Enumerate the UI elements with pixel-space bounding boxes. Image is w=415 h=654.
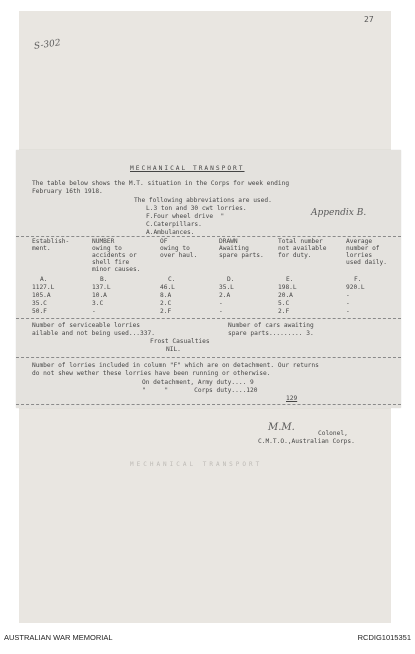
table-cell: 198.L [278, 284, 297, 291]
table-header-col-0-line-0: Establish- [32, 238, 70, 245]
table-cell: 2.F [278, 308, 290, 315]
report-title: MECHANICAL TRANSPORT [130, 165, 245, 172]
table-header-col-3-line-1: Awaiting [219, 245, 249, 252]
abbrev-2: C.Caterpillars. [146, 221, 202, 228]
table-cell: - [346, 308, 350, 315]
table-header-col-3-line-0: DRAWN [219, 238, 238, 245]
table-header-col-2-line-0: OF [160, 238, 168, 245]
table-cell: - [219, 300, 223, 307]
signature: M.M. [268, 422, 295, 433]
cars-awaiting-1: Number of cars awaiting [228, 322, 314, 329]
table-header-col-4-line-0: Total number [278, 238, 323, 245]
note-rule [16, 357, 401, 358]
abbrev-1: F.Four wheel drive " [146, 213, 225, 220]
table-col-letter: A. [40, 276, 48, 283]
table-header-col-2-line-1: owing to [160, 245, 190, 252]
page-number: 27 [364, 15, 374, 24]
table-cell: 920.L [346, 284, 365, 291]
footer-left: AUSTRALIAN WAR MEMORIAL [4, 633, 113, 642]
table-cell: 1127.L [32, 284, 55, 291]
table-header-col-5-line-2: lorries [346, 252, 373, 259]
table-cell: 2.C [160, 300, 172, 307]
table-header-col-1-line-2: accidents or [92, 252, 137, 259]
col-f-note-1: Number of lorries included in column "F" which are on detachment. Our returns [32, 362, 319, 369]
table-cell: 2.F [160, 308, 172, 315]
slip-bottom-rule [16, 404, 401, 405]
appendix-note: Appendix B. [311, 208, 367, 218]
table-col-letter: D. [227, 276, 235, 283]
footer-right: RCDIG1015351 [357, 633, 411, 642]
table-header-col-1-line-1: owing to [92, 245, 122, 252]
table-header-col-3-line-2: spare parts. [219, 252, 264, 259]
table-col-letter: F. [354, 276, 362, 283]
table-header-col-0-line-1: ment. [32, 245, 51, 252]
intro-line-1: The table below shows the M.T. situation in the Corps for week ending [32, 180, 290, 187]
table-header-col-1-line-4: minor causes. [92, 266, 141, 273]
table-bottom-rule [16, 318, 401, 319]
table-header-col-2-line-2: over haul. [160, 252, 198, 259]
margin-note: S-302 [33, 38, 62, 52]
cars-awaiting-2: spare parts......... 3. [228, 330, 314, 337]
col-f-note-2: do not shew wether these lorries have been running or otherwise. [32, 370, 271, 377]
table-cell: 50.F [32, 308, 47, 315]
table-header-col-5-line-3: used daily. [346, 259, 387, 266]
table-cell: 2.A [219, 292, 231, 299]
table-cell: 137.L [92, 284, 111, 291]
table-cell: 35.L [219, 284, 234, 291]
abbrev-heading: The following abbreviations are used. [134, 197, 272, 204]
table-cell: - [346, 300, 350, 307]
table-cell: - [92, 308, 96, 315]
table-cell: 8.A [160, 292, 172, 299]
frost-heading: Frost Casualties [150, 338, 210, 345]
signoff-title: C.M.T.O.,Australian Corps. [258, 438, 355, 445]
abbrev-0: L.3 ton and 30 cwt lorries. [146, 205, 247, 212]
table-header-col-1-line-3: shell fire [92, 259, 130, 266]
table-cell: 3.C [92, 300, 104, 307]
table-cell: 10.A [92, 292, 107, 299]
table-top-rule [16, 236, 401, 237]
frost-value: NIL. [166, 346, 181, 353]
table-header-col-1-line-0: NUMBER [92, 238, 115, 245]
table-cell: 20.A [278, 292, 293, 299]
ghost-title-bleedthrough: MECHANICAL TRANSPORT [130, 461, 263, 468]
table-header-col-5-line-0: Average [346, 238, 373, 245]
table-col-letter: E. [286, 276, 294, 283]
detachment-corps: " " Corps duty....120 [142, 387, 258, 394]
detachment-total: 129 [286, 395, 298, 402]
intro-line-2: February 16th 1918. [32, 188, 103, 195]
serviceable-line-2: ailable and not being used...337. [32, 330, 155, 337]
table-col-letter: B. [100, 276, 108, 283]
table-cell: 105.A [32, 292, 51, 299]
table-cell: - [219, 308, 223, 315]
table-cell: - [346, 292, 350, 299]
abbrev-3: A.Ambulances. [146, 229, 195, 236]
serviceable-line-1: Number of serviceable lorries [32, 322, 141, 329]
table-cell: 5.C [278, 300, 290, 307]
detachment-army: On detachment, Army duty.... 9 [142, 379, 254, 386]
report-slip [16, 150, 401, 408]
signoff-rank: Colonel, [318, 430, 348, 437]
table-col-letter: C. [168, 276, 176, 283]
table-cell: 35.C [32, 300, 47, 307]
table-header-col-4-line-2: for duty. [278, 252, 312, 259]
table-header-col-4-line-1: not available [278, 245, 327, 252]
table-header-col-5-line-1: number of [346, 245, 380, 252]
table-cell: 46.L [160, 284, 175, 291]
